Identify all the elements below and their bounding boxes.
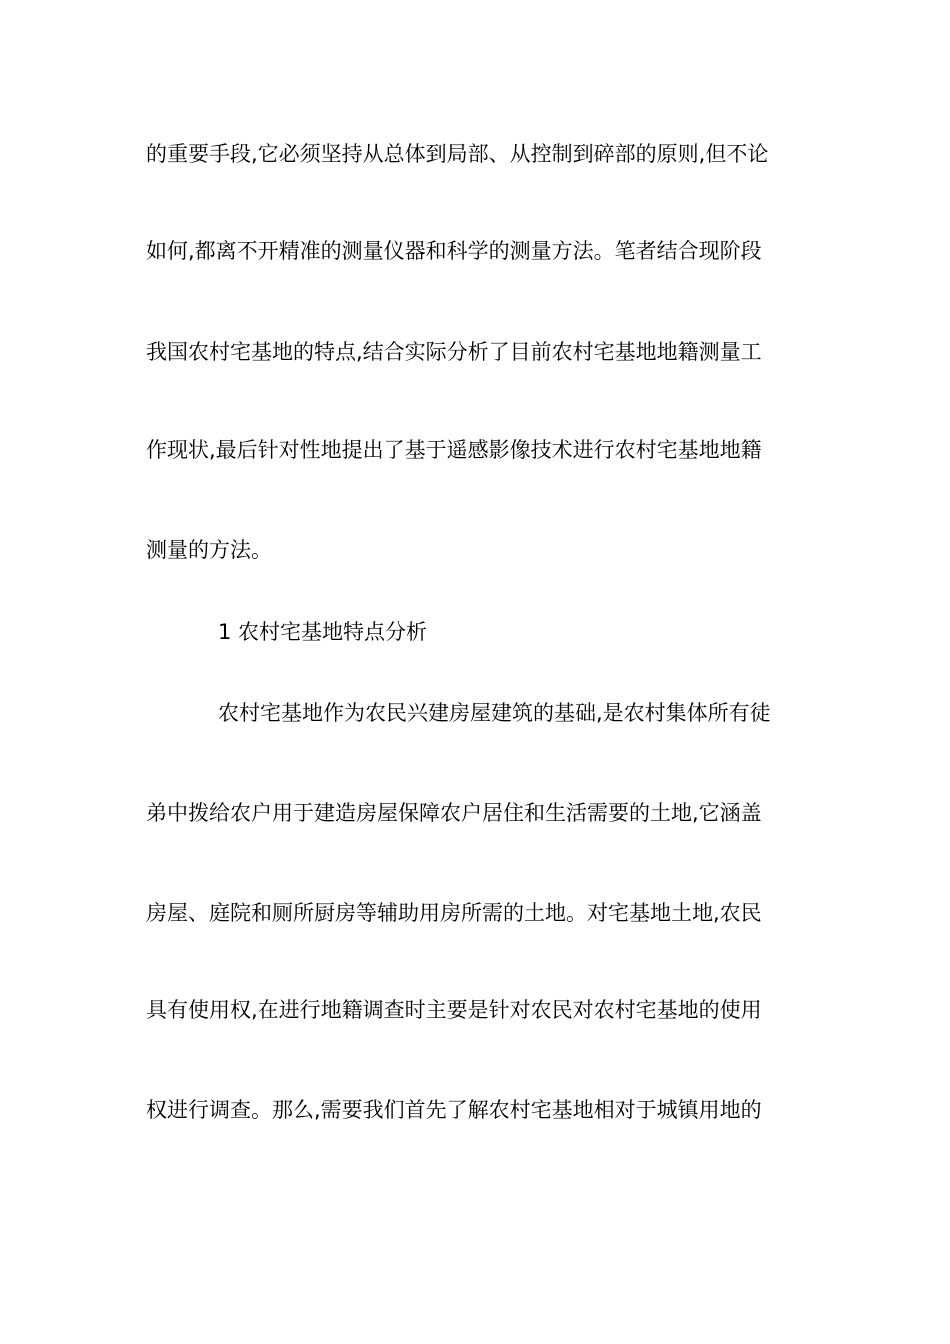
paragraph-line: 测量的方法。 [146,538,272,562]
section-heading: 1 农村宅基地特点分析 [218,620,428,644]
paragraph-line: 房屋、庭院和厕所厨房等辅助用房所需的土地。对宅基地土地,农民 [146,901,762,925]
paragraph-line: 的重要手段,它必须坚持从总体到局部、从控制到碎部的原则,但不论 [146,142,769,166]
paragraph-line: 弟中拨给农户用于建造房屋保障农户居住和生活需要的土地,它涵盖 [146,801,762,825]
paragraph-line: 具有使用权,在进行地籍调查时主要是针对农民对农村宅基地的使用 [146,998,762,1022]
paragraph-line: 农村宅基地作为农民兴建房屋建筑的基础,是农村集体所有徒 [218,701,771,725]
paragraph-line: 权进行调查。那么,需要我们首先了解农村宅基地相对于城镇用地的 [146,1098,762,1122]
paragraph-line: 作现状,最后针对性地提出了基于遥感影像技术进行农村宅基地地籍 [146,438,762,462]
paragraph-line: 如何,都离不开精准的测量仪器和科学的测量方法。笔者结合现阶段 [146,239,762,263]
paragraph-line: 我国农村宅基地的特点,结合实际分析了目前农村宅基地地籍测量工 [146,340,762,364]
